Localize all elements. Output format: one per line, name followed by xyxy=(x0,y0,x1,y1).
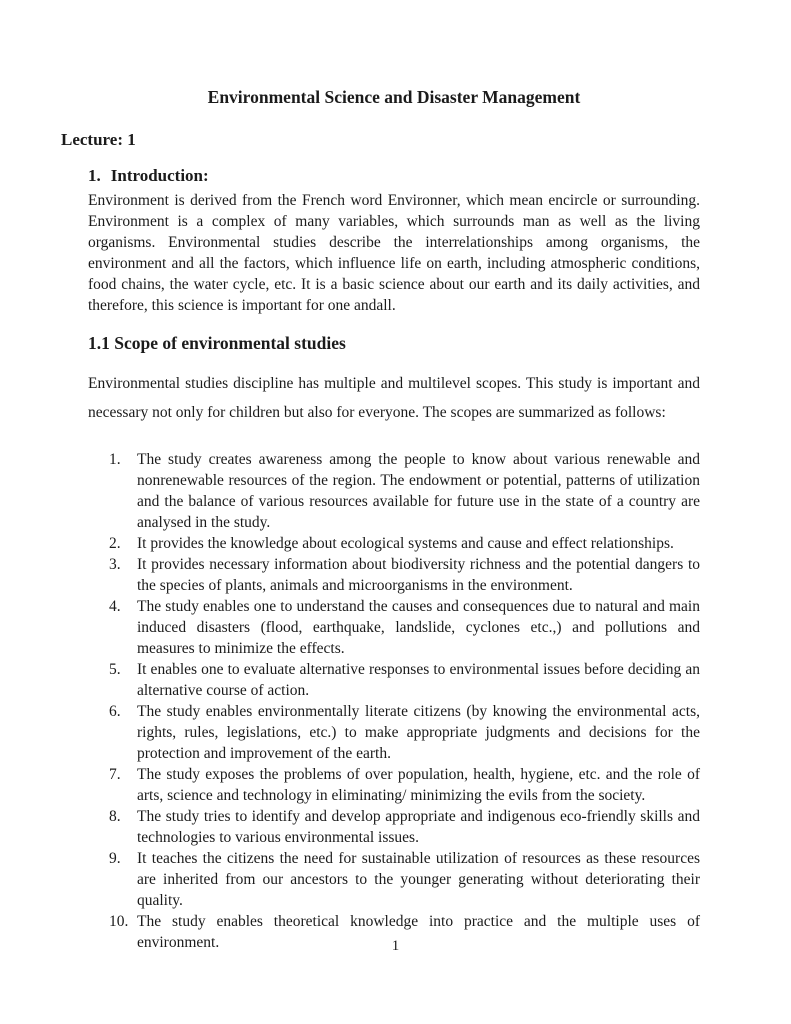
list-item-text: It teaches the citizens the need for sustainable utilization of resources as these resources are inherited from our ancestors to the younger generating without deteriorating their quality. xyxy=(137,849,700,909)
list-item-number: 8. xyxy=(109,807,121,825)
list-item-text: The study tries to identify and develop appropriate and indigenous eco-friendly skills and technologies to various environmental issues. xyxy=(137,807,700,846)
list-item-number: 5. xyxy=(109,660,121,678)
list-item-text: The study enables one to understand the causes and consequences due to natural and main induced disasters (flood, earthquake, landslide, cyclones etc.,) and pollutions and measures to minimize the effects. xyxy=(137,597,700,657)
list-item-text: The study enables environmentally literate citizens (by knowing the environmental acts, rights, rules, legislations, etc.) to make appropriate judgments and decisions for the protection and improvement of the earth. xyxy=(137,702,700,762)
list-item-text: The study exposes the problems of over population, health, hygiene, etc. and the role of arts, science and technology in eliminating/ minimizing the evils from the society. xyxy=(137,765,700,804)
list-item-number: 1. xyxy=(109,450,121,468)
intro-heading-label: Introduction: xyxy=(110,166,209,185)
list-item-number: 10. xyxy=(109,912,129,930)
list-item-number: 7. xyxy=(109,765,121,783)
list-item-text: The study creates awareness among the people to know about various renewable and nonrenewable resources of the region. The endowment or potential, patterns of utilization and the balance of various resources available for future use in the state of a country are analysed in the study. xyxy=(137,450,700,531)
document-title: Environmental Science and Disaster Management xyxy=(207,87,581,107)
intro-section-heading xyxy=(88,165,700,187)
scope-paragraph: Environmental studies discipline has multiple and multilevel scopes. This study is important and necessary not only for children but also for everyone. The scopes are summarized as follows: xyxy=(88,374,700,421)
list-item xyxy=(88,806,700,848)
list-item-text: The study enables theoretical knowledge into practice and the multiple uses of environment. xyxy=(137,912,700,951)
scope-section-heading: 1.1 Scope of environmental studies xyxy=(88,332,346,353)
list-item-text: It provides the knowledge about ecological systems and cause and effect relationships. xyxy=(137,534,674,552)
list-item xyxy=(88,449,700,533)
list-item xyxy=(88,596,700,659)
lecture-heading: Lecture: 1 xyxy=(61,130,136,149)
list-item-text: It provides necessary information about biodiversity richness and the potential dangers to the species of plants, animals and microorganisms in the environment. xyxy=(137,555,700,594)
page-number: 1 xyxy=(391,938,400,954)
list-item xyxy=(88,701,700,764)
content-block xyxy=(88,165,700,953)
list-item-number: 9. xyxy=(109,849,121,867)
list-item xyxy=(88,848,700,911)
list-item-number: 3. xyxy=(109,555,121,573)
intro-paragraph: Environment is derived from the French word Environner, which mean encircle or surrounding. Environment is a complex of many variables, which surrounds man as well as the living organisms. Environmental studies describe the interrelationships among organisms, the environment and all the factors, which influence life on earth, including atmospheric conditions, food chains, the water cycle, etc. It is a basic science about our earth and its daily activities, and therefore, this science is important for one andall. xyxy=(88,192,700,314)
list-item-number: 4. xyxy=(109,597,121,615)
list-item-number: 2. xyxy=(109,534,121,552)
list-item-number: 6. xyxy=(109,702,121,720)
list-item xyxy=(88,659,700,701)
list-item-text: It enables one to evaluate alternative responses to environmental issues before deciding an alternative course of action. xyxy=(137,660,700,699)
list-item xyxy=(88,533,700,554)
list-item xyxy=(88,554,700,596)
scope-numbered-list xyxy=(88,449,700,953)
list-item xyxy=(88,764,700,806)
intro-heading-number: 1. xyxy=(88,166,101,185)
